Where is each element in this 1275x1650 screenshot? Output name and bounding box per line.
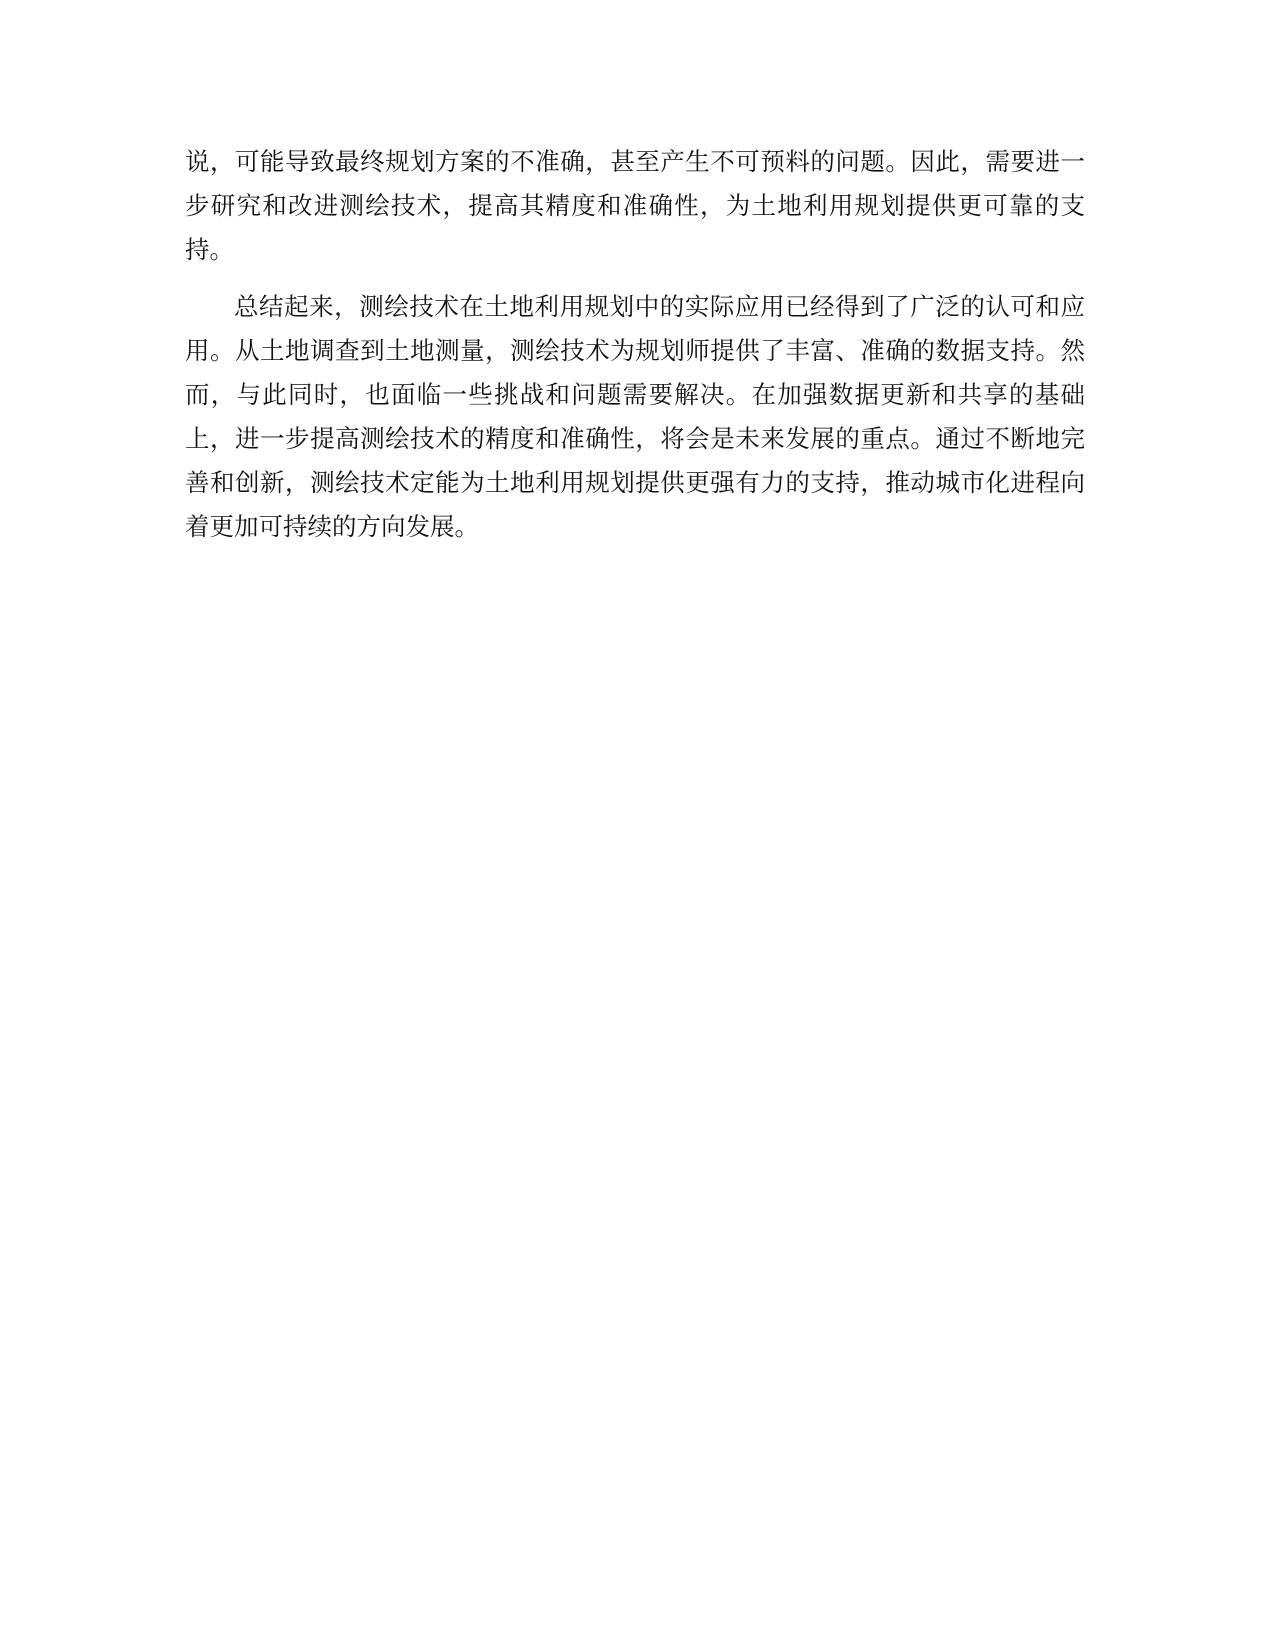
paragraph-continued: 说，可能导致最终规划方案的不准确，甚至产生不可预料的问题。因此，需要进一步研究和改进测绘技术，提高其精度和准确性，为土地利用规划提供更可靠的支持。: [185, 147, 1085, 264]
document-body: [185, 140, 1085, 549]
paragraph-conclusion: 总结起来，测绘技术在土地利用规划中的实际应用已经得到了广泛的认可和应用。从土地调查到土地测量，测绘技术为规划师提供了丰富、准确的数据支持。然而，与此同时，也面临一些挑战和问题需要解决。在加强数据更新和共享的基础上，进一步提高测绘技术的精度和准确性，将会是未来发展的重点。通过不断地完善和创新，测绘技术定能为土地利用规划提供更强有力的支持，推动城市化进程向着更加可持续的方向发展。: [185, 292, 1085, 541]
